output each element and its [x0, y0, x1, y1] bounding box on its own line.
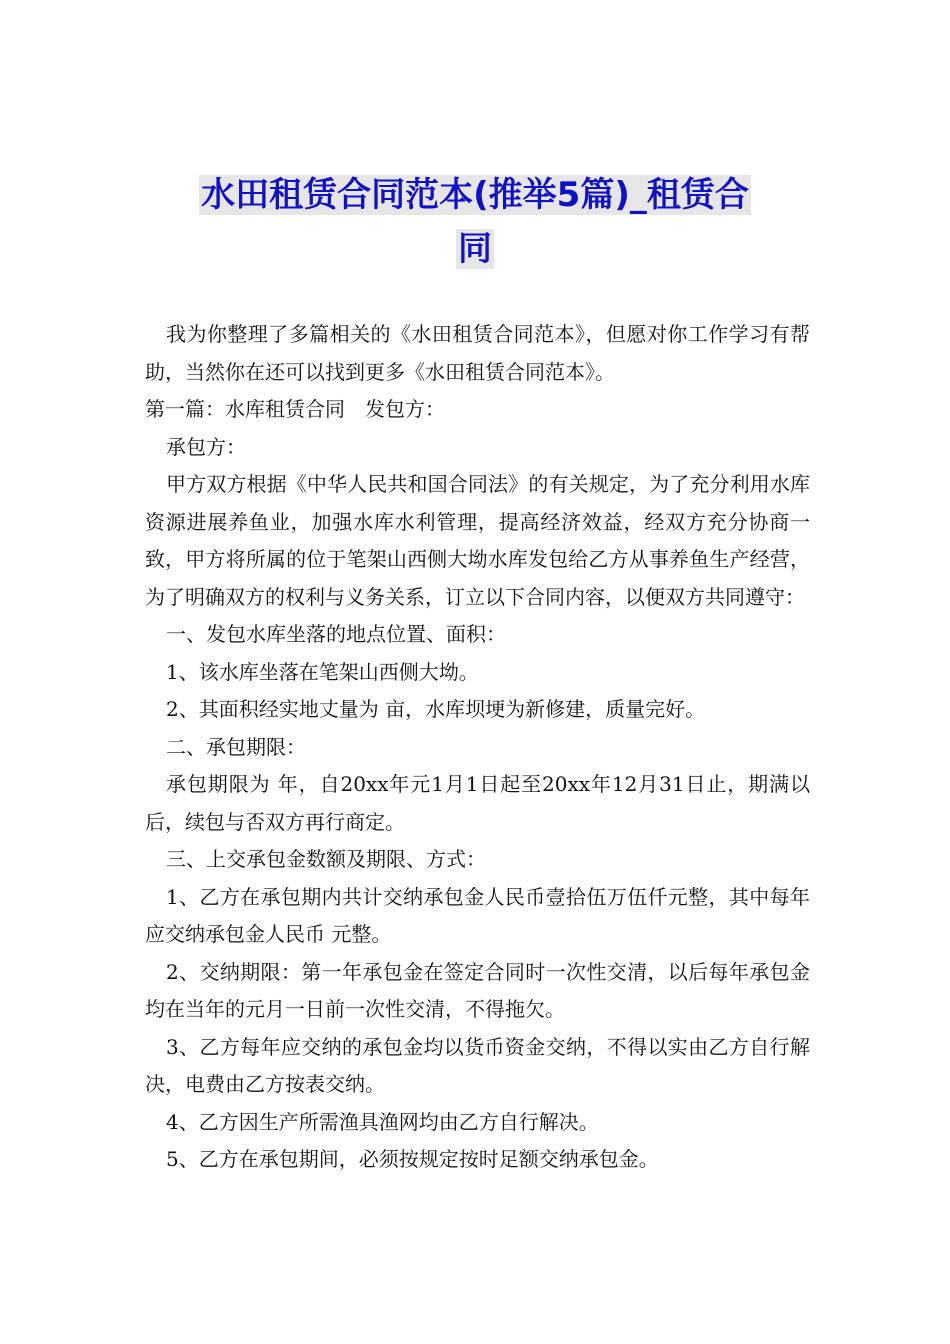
- clause-item: 承包期限为 年，自20xx年元1月1日起至20xx年12月31日止，期满以后，续包与否双方再行商定。: [145, 772, 810, 834]
- intro-paragraph: 我为你整理了多篇相关的《水田租赁合同范本》，但愿对你工作学习有帮助，当然你在还可以找到更多《水田租赁合同范本》。: [145, 322, 810, 384]
- clause-item: 2、其面积经实地丈量为 亩，水库坝埂为新修建，质量完好。: [166, 697, 706, 721]
- clause-heading-2: 二、承包期限：: [166, 734, 306, 759]
- section-heading-1: 第一篇：水库租赁合同 发包方：: [145, 397, 445, 421]
- clause-item: 2、交纳期限：第一年承包金在签定合同时一次性交清，以后每年承包金均在当年的元月一日前一次性交清，不得拖欠。: [145, 959, 810, 1021]
- clause-item: 4、乙方因生产所需渔具渔网均由乙方自行解决。: [166, 1109, 599, 1134]
- document-title: [160, 168, 790, 276]
- clause-heading-1: 一、发包水库坐落的地点位置、面积：: [166, 622, 506, 646]
- title-line-2: 同: [458, 229, 492, 269]
- preamble-paragraph: 甲方双方根据《中华人民共和国合同法》的有关规定，为了充分利用水库资源进展养鱼业，加强水库水利管理，提高经济效益，经双方充分协商一致，甲方将所属的位于笔架山西侧大坳水库发包给乙方从事养鱼生产经营，为了明确双方的权利与义务关系，订立以下合同内容，以便双方共同遵守：: [145, 472, 810, 609]
- contractor-line: 承包方：: [166, 434, 246, 459]
- clause-item: 1、乙方在承包期内共计交纳承包金人民币壹拾伍万伍仟元整，其中每年应交纳承包金人民币 元整。: [145, 884, 810, 946]
- title-line-1: 水田租赁合同范本(推举5篇)_租赁合: [201, 175, 749, 215]
- clause-item: 5、乙方在承包期间，必须按规定按时足额交纳承包金。: [166, 1147, 659, 1171]
- clause-item: 3、乙方每年应交纳的承包金均以货币资金交纳，不得以实由乙方自行解决，电费由乙方按表交纳。: [145, 1034, 810, 1096]
- document-body: [145, 316, 810, 1179]
- clause-heading-3: 三、上交承包金数额及期限、方式：: [166, 847, 486, 871]
- clause-item: 1、该水库坐落在笔架山西侧大坳。: [166, 659, 479, 684]
